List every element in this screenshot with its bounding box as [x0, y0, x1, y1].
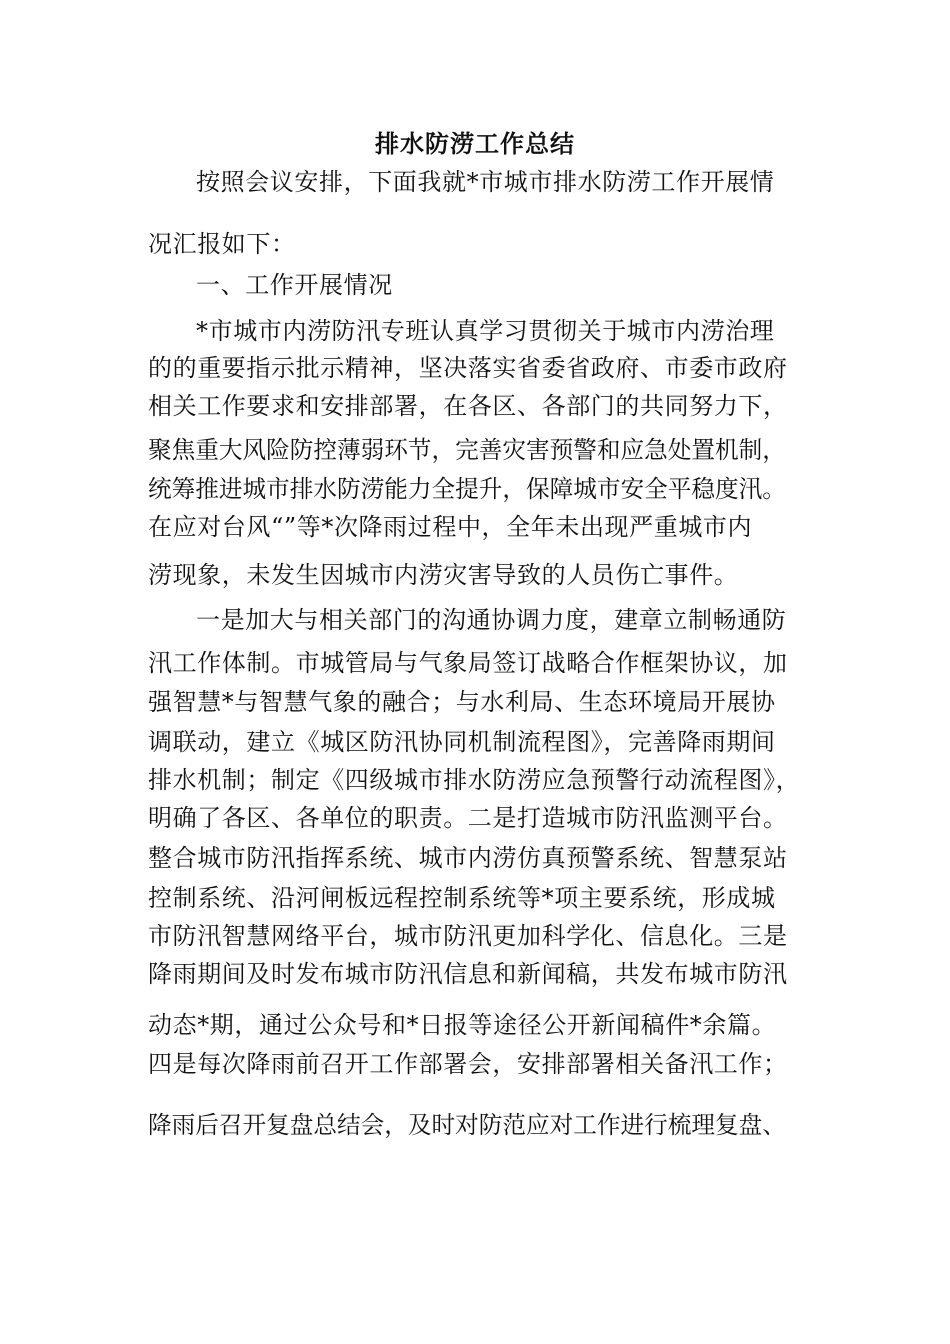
- paragraph-line: 降雨期间及时发布城市防汛信息和新闻稿，共发布城市防汛: [148, 960, 788, 988]
- paragraph-line: 一是加大与相关部门的沟通协调力度，建章立制畅通防: [196, 606, 787, 634]
- paragraph-line: 相关工作要求和安排部署，在各区、各部门的共同努力下，: [148, 392, 788, 420]
- paragraph-line: 四是每次降雨前召开工作部署会，安排部署相关备汛工作；: [148, 1050, 788, 1078]
- paragraph-line: 的的重要指示批示精神，坚决落实省委省政府、市委市政府: [148, 354, 788, 382]
- paragraph-line: 市防汛智慧网络平台，城市防汛更加科学化、信息化。三是: [148, 922, 788, 950]
- paragraph-line: *市城市内涝防汛专班认真学习贯彻关于城市内涝治理: [196, 317, 775, 345]
- paragraph-line: 动态*期，通过公众号和*日报等途径公开新闻稿件*余篇。: [148, 1011, 777, 1039]
- paragraph-line: 汛工作体制。市城管局与气象局签订战略合作框架协议，加: [148, 649, 788, 677]
- paragraph-line: 控制系统、沿河闸板远程控制系统等*项主要系统，形成城: [148, 884, 776, 912]
- paragraph-line: 在应对台风“”等*次降雨过程中，全年未出现严重城市内: [148, 513, 753, 541]
- section-heading: 一、工作开展情况: [196, 271, 393, 299]
- paragraph-line: 强智慧*与智慧气象的融合；与水利局、生态环境局开展协: [148, 688, 776, 716]
- paragraph-line: 整合城市防汛指挥系统、城市内涝仿真预警系统、智慧泵站: [148, 844, 788, 872]
- paragraph-line: 排水机制；制定《四级城市排水防涝应急预警行动流程图》，: [148, 766, 801, 794]
- paragraph-line: 降雨后召开复盘总结会，及时对防范应对工作进行梳理复盘、: [148, 1111, 786, 1139]
- paragraph-line: 涝现象，未发生因城市内涝灾害导致的人员伤亡事件。: [148, 561, 739, 589]
- paragraph-line: 聚焦重大风险防控薄弱环节，完善灾害预警和应急处置机制，: [148, 436, 786, 464]
- document-title: 排水防涝工作总结: [375, 130, 575, 158]
- paragraph-line: 按照会议安排，下面我就*市城市排水防涝工作开展情: [196, 168, 775, 196]
- paragraph-line: 明确了各区、各单位的职责。二是打造城市防汛监测平台。: [148, 804, 788, 832]
- paragraph-line: 况汇报如下：: [148, 230, 296, 258]
- paragraph-line: 调联动，建立《城区防汛协同机制流程图》，完善降雨期间: [148, 728, 776, 756]
- paragraph-line: 统筹推进城市排水防涝能力全提升，保障城市安全平稳度汛。: [148, 475, 786, 503]
